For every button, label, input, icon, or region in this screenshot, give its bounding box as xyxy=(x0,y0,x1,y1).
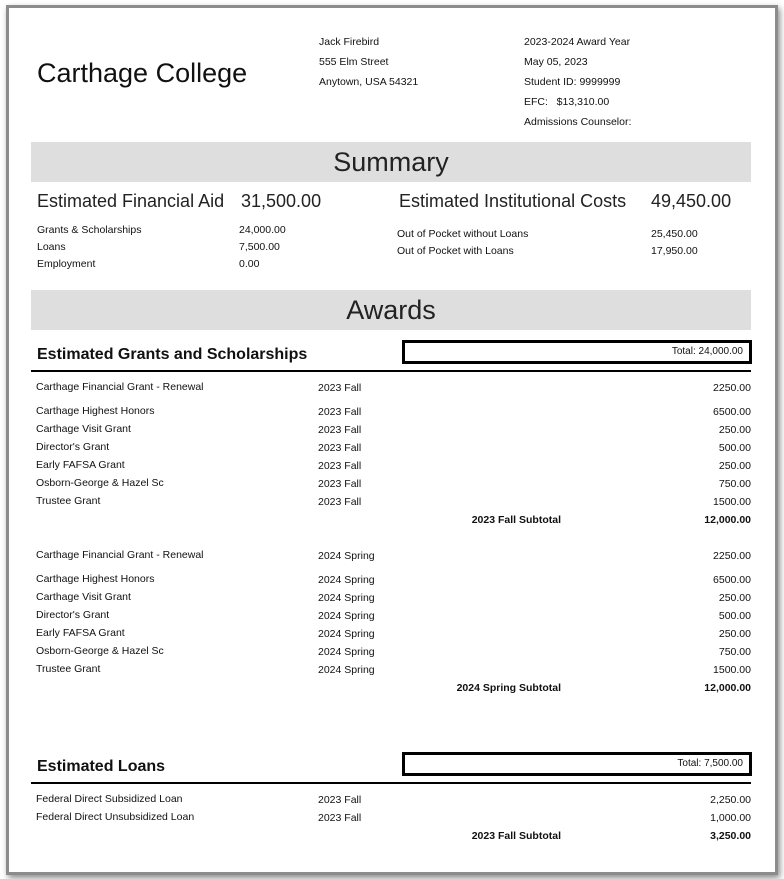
award-amount: 250.00 xyxy=(718,424,751,436)
table-row xyxy=(31,646,751,664)
cost-item-label: Out of Pocket with Loans xyxy=(397,245,514,257)
award-name: Early FAFSA Grant xyxy=(36,627,125,639)
subtotal-label: 2023 Fall Subtotal xyxy=(471,830,561,842)
award-amount: 500.00 xyxy=(718,610,751,622)
subtotal-row xyxy=(31,828,751,846)
table-row xyxy=(31,592,751,610)
award-name: Carthage Highest Honors xyxy=(36,405,155,417)
award-term: 2024 Spring xyxy=(318,550,375,562)
loans-rule xyxy=(31,782,751,784)
award-letter-page xyxy=(6,5,778,875)
award-name: Director's Grant xyxy=(36,609,110,621)
award-amount: 250.00 xyxy=(718,628,751,640)
table-row xyxy=(31,574,751,592)
table-row xyxy=(31,628,751,646)
award-amount: 1500.00 xyxy=(713,496,751,508)
subtotal-value: 12,000.00 xyxy=(704,682,751,694)
award-amount: 1500.00 xyxy=(713,664,751,676)
subtotal-label: 2023 Fall Subtotal xyxy=(471,514,561,526)
loan-amount: 2,250.00 xyxy=(710,794,751,806)
award-amount: 250.00 xyxy=(718,460,751,472)
table-row xyxy=(31,794,751,812)
award-term: 2023 Fall xyxy=(318,382,362,394)
award-amount: 6500.00 xyxy=(713,406,751,418)
award-name: Carthage Visit Grant xyxy=(36,591,131,603)
award-name: Osborn-George & Hazel Sc xyxy=(36,477,164,489)
award-term: 2024 Spring xyxy=(318,592,375,604)
award-amount: 2250.00 xyxy=(713,550,751,562)
award-year: 2023-2024 Award Year xyxy=(524,36,631,48)
award-name: Carthage Financial Grant - Renewal xyxy=(36,549,204,561)
grants-rule xyxy=(31,370,751,372)
loans-table xyxy=(31,794,751,846)
student-address xyxy=(319,32,418,92)
aid-value: 31,500.00 xyxy=(241,191,322,211)
table-row xyxy=(31,442,751,460)
subtotal-value: 3,250.00 xyxy=(710,830,751,842)
cost-item-value: 17,950.00 xyxy=(651,245,698,257)
award-term: 2023 Fall xyxy=(318,460,362,472)
award-name: Osborn-George & Hazel Sc xyxy=(36,645,164,657)
grants-total-box: Total: 24,000.00 xyxy=(402,340,752,364)
grants-table xyxy=(31,382,751,698)
award-name: Trustee Grant xyxy=(36,663,101,675)
student-id: Student ID: 9999999 xyxy=(524,76,621,88)
aid-item-label: Loans xyxy=(37,241,66,253)
subtotal-label: 2024 Spring Subtotal xyxy=(456,682,561,694)
award-term: 2024 Spring xyxy=(318,628,375,640)
award-term: 2024 Spring xyxy=(318,646,375,658)
subtotal-row xyxy=(31,512,751,530)
loan-name: Federal Direct Unsubsidized Loan xyxy=(36,811,195,823)
aid-breakdown-values xyxy=(239,222,286,273)
table-row xyxy=(31,812,751,828)
award-amount: 750.00 xyxy=(718,478,751,490)
cost-breakdown-values xyxy=(651,226,698,260)
award-amount: 750.00 xyxy=(718,646,751,658)
award-term: 2023 Fall xyxy=(318,424,362,436)
award-amount: 2250.00 xyxy=(713,382,751,394)
award-name: Early FAFSA Grant xyxy=(36,459,125,471)
aid-item-label: Employment xyxy=(37,258,96,270)
cost-item-value: 25,450.00 xyxy=(651,228,698,240)
table-row xyxy=(31,424,751,442)
table-row xyxy=(31,460,751,478)
award-term: 2023 Fall xyxy=(318,496,362,508)
aid-item-value: 24,000.00 xyxy=(239,224,286,236)
subtotal-row xyxy=(31,680,751,698)
cost-item-label: Out of Pocket without Loans xyxy=(397,228,529,240)
aid-item-value: 7,500.00 xyxy=(239,241,280,253)
aid-item-value: 0.00 xyxy=(239,258,260,270)
award-name: Carthage Financial Grant - Renewal xyxy=(36,381,204,393)
college-name: Carthage College xyxy=(37,58,248,88)
award-info xyxy=(524,32,631,132)
award-name: Carthage Visit Grant xyxy=(36,423,131,435)
efc-amount: EFC: $13,310.00 xyxy=(524,96,610,108)
table-row xyxy=(31,496,751,512)
grants-heading: Estimated Grants and Scholarships xyxy=(37,346,308,363)
award-name: Carthage Highest Honors xyxy=(36,573,155,585)
award-name: Trustee Grant xyxy=(36,495,101,507)
loan-term: 2023 Fall xyxy=(318,794,362,806)
award-term: 2023 Fall xyxy=(318,406,362,418)
award-name: Director's Grant xyxy=(36,441,110,453)
table-row xyxy=(31,382,751,406)
award-amount: 500.00 xyxy=(718,442,751,454)
loan-amount: 1,000.00 xyxy=(710,812,751,824)
award-term: 2023 Fall xyxy=(318,478,362,490)
cost-value: 49,450.00 xyxy=(651,191,732,211)
awards-band: Awards xyxy=(31,290,751,330)
aid-label: Estimated Financial Aid xyxy=(37,191,225,211)
table-row xyxy=(31,478,751,496)
table-row xyxy=(31,550,751,574)
award-term: 2023 Fall xyxy=(318,442,362,454)
aid-breakdown xyxy=(37,222,141,273)
cost-breakdown xyxy=(397,226,528,260)
award-term: 2024 Spring xyxy=(318,610,375,622)
table-row xyxy=(31,610,751,628)
loan-name: Federal Direct Subsidized Loan xyxy=(36,793,183,805)
subtotal-value: 12,000.00 xyxy=(704,514,751,526)
loans-total-box: Total: 7,500.00 xyxy=(402,752,752,776)
aid-item-label: Grants & Scholarships xyxy=(37,224,142,236)
cost-label: Estimated Institutional Costs xyxy=(399,191,627,211)
street-address: 555 Elm Street xyxy=(319,56,389,68)
table-row xyxy=(31,664,751,680)
loans-heading: Estimated Loans xyxy=(37,758,166,775)
city-state-zip: Anytown, USA 54321 xyxy=(319,76,419,88)
award-date: May 05, 2023 xyxy=(524,56,588,68)
award-term: 2024 Spring xyxy=(318,664,375,676)
student-name: Jack Firebird xyxy=(319,36,380,48)
award-term: 2024 Spring xyxy=(318,574,375,586)
award-amount: 250.00 xyxy=(718,592,751,604)
table-row xyxy=(31,406,751,424)
summary-band: Summary xyxy=(31,142,751,182)
admissions-counselor: Admissions Counselor: xyxy=(524,116,632,128)
award-amount: 6500.00 xyxy=(713,574,751,586)
loan-term: 2023 Fall xyxy=(318,812,362,824)
